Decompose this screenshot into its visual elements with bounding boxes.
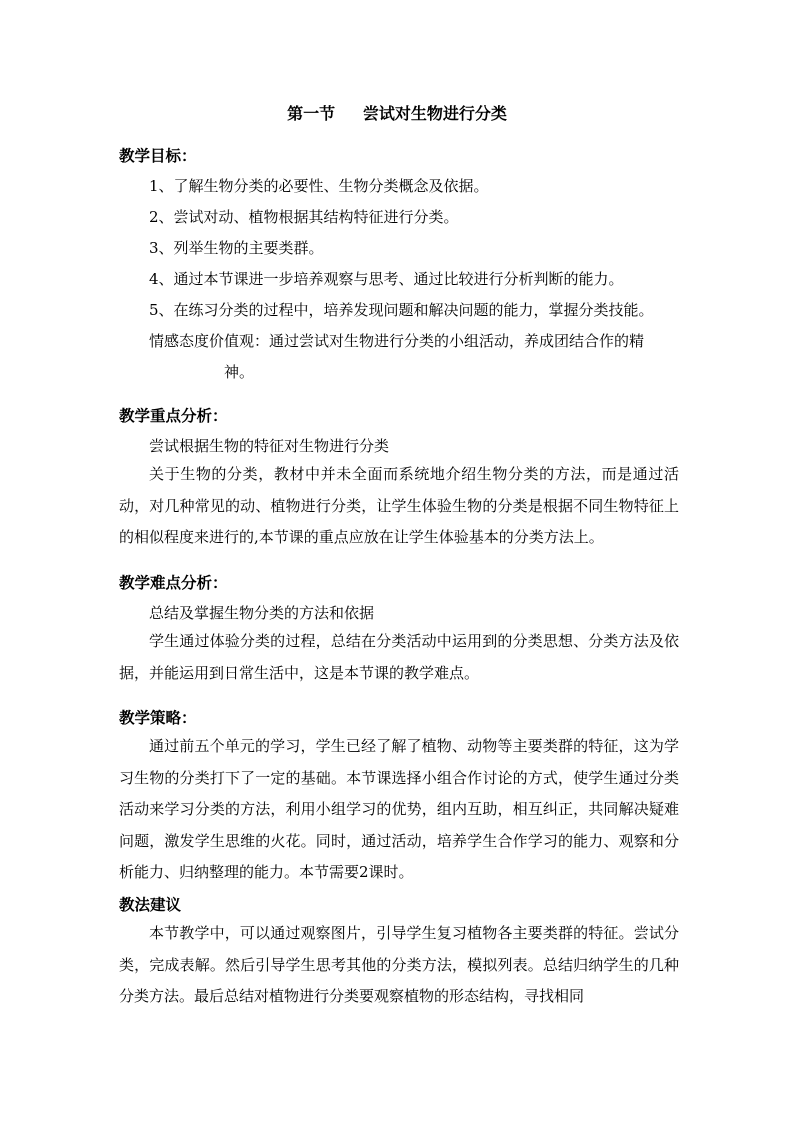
method-paragraph: 本节教学中，可以通过观察图片，引导学生复习植物各主要类群的特征。尝试分类，完成表解。然后引导学生思考其他的分类方法，模拟列表。总结归纳学生的几种分类方法。最后总结对植物进行分类要观察植物的形态结构，寻找相同 — [119, 924, 679, 1005]
objective-item-4: 4、通过本节课进一步培养观察与思考、通过比较进行分析判断的能力。 — [149, 270, 624, 288]
page-title: 第一节 尝试对生物进行分类 — [287, 104, 507, 123]
difficulties-heading: 教学难点分析： — [119, 574, 228, 592]
emotion-objective-line-1: 情感态度价值观：通过尝试对生物进行分类的小组活动，养成团结合作的精 — [149, 332, 645, 350]
objective-item-2: 2、尝试对动、植物根据其结构特征进行分类。 — [149, 208, 459, 226]
method-heading: 教法建议 — [119, 896, 182, 914]
objective-item-1: 1、了解生物分类的必要性、生物分类概念及依据。 — [149, 177, 489, 195]
difficulties-paragraph: 学生通过体验分类的过程，总结在分类活动中运用到的分类思想、分类方法及依据，并能运用到日常生活中，这是本节课的教学难点。 — [119, 632, 679, 682]
emotion-objective-line-2: 神。 — [224, 363, 255, 381]
strategy-heading: 教学策略： — [119, 709, 197, 727]
objective-item-3: 3、列举生物的主要类群。 — [149, 239, 324, 257]
key-points-heading: 教学重点分析： — [119, 407, 228, 425]
key-points-paragraph: 关于生物的分类，教材中并未全面而系统地介绍生物分类的方法，而是通过活动，对几种常见的动、植物进行分类，让学生体验生物的分类是根据不同生物特征上的相似程度来进行的,本节课的重点应放在让学生体验基本的分类方法上。 — [119, 465, 679, 546]
objective-item-5: 5、在练习分类的过程中，培养发现问题和解决问题的能力，掌握分类技能。 — [149, 301, 654, 319]
objectives-heading: 教学目标： — [119, 147, 197, 165]
key-points-summary: 尝试根据生物的特征对生物进行分类 — [149, 437, 390, 455]
difficulties-summary: 总结及掌握生物分类的方法和依据 — [149, 604, 375, 622]
strategy-paragraph: 通过前五个单元的学习，学生已经了解了植物、动物等主要类群的特征，这为学习生物的分类打下了一定的基础。本节课选择小组合作讨论的方式，使学生通过分类活动来学习分类的方法，利用小组学习的优势，组内互助，相互纠正，共同解决疑难问题，激发学生思维的火花。同时，通过活动，培养学生合作学习的能力、观察和分析能力、归纳整理的能力。本节需要2课时。 — [119, 737, 679, 881]
